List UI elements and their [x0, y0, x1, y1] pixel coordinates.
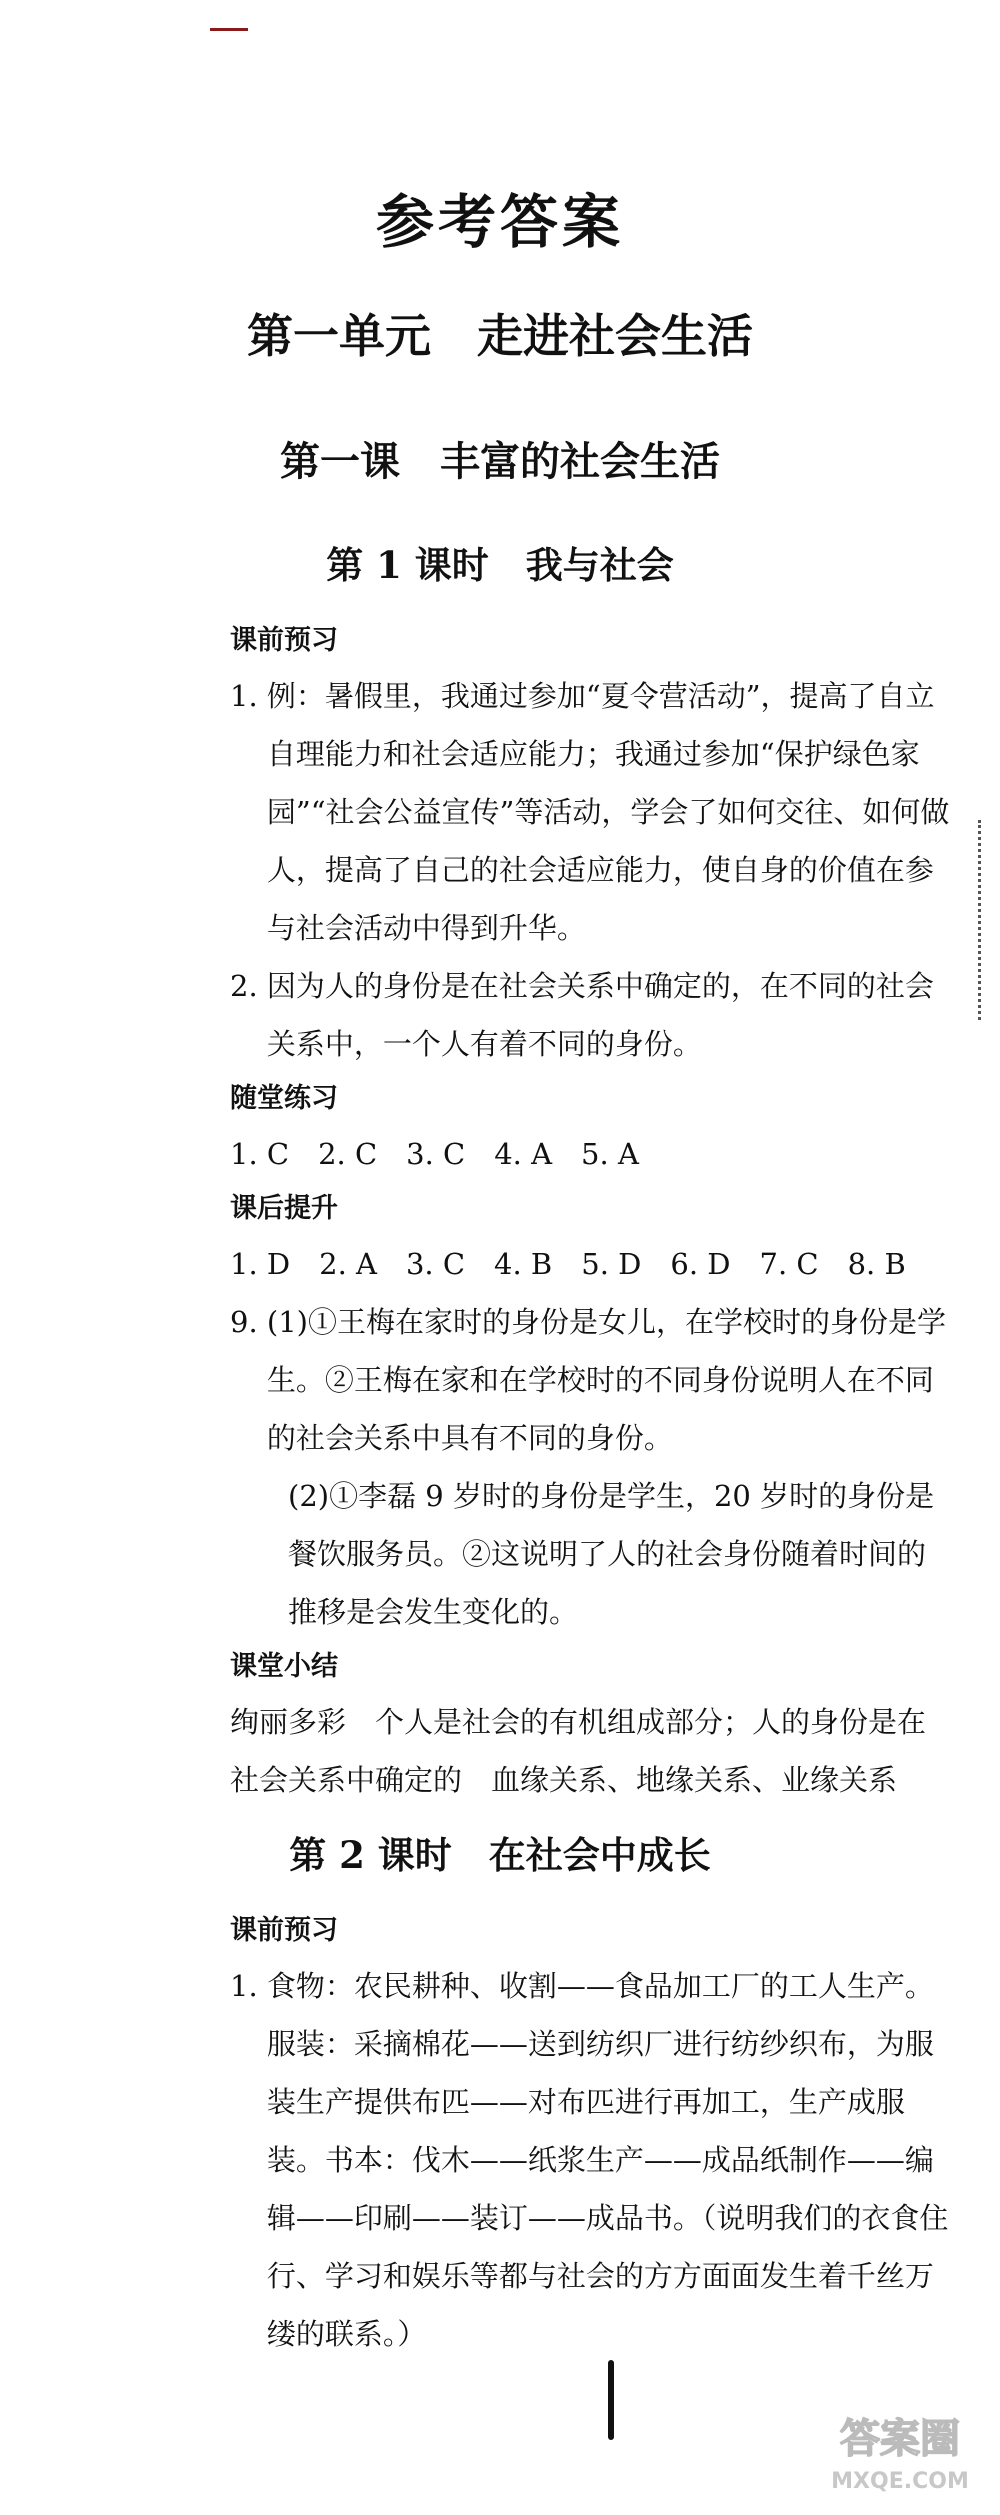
page-title: 参考答案 [375, 188, 624, 256]
watermark-logo [810, 2400, 990, 2500]
question-9: 9. (1)①王梅在家时的身份是女儿，在学校时的身份是学生。②王梅在家和在学校时的不同身份说明人在不同的社会关系中具有不同的身份。 [230, 1305, 946, 1455]
summary-text: 绚丽多彩 个人是社会的有机组成部分；人的身份是在社会关系中确定的 血缘关系、地缘关系、业缘关系 [230, 1705, 927, 1797]
practice-answers: 1. C 2. C 3. C 4. A 5. A [230, 1137, 639, 1171]
side-dotted-line [978, 820, 984, 1020]
question-9-part-2: (2)①李磊 9 岁时的身份是学生，20 岁时的身份是餐饮服务员。②这说明了人的社会身份随着时间的推移是会发生变化的。 [288, 1479, 935, 1629]
list-item: 1. 例：暑假里，我通过参加“夏令营活动”，提高了自立自理能力和社会适应能力；我通过参加“保护绿色家园”“社会公益宣传”等活动，学会了如何交往、如何做人，提高了自己的社会适应能力，使自身的价值在参与社会活动中得到升华。 [230, 679, 950, 945]
section-after-class: 课后提升 [230, 1193, 338, 1224]
section-preview-1: 课前预习 [230, 625, 338, 656]
list-item: 1. 食物：农民耕种、收割——食品加工厂的工人生产。服装：采摘棉花——送到纺织厂进行纺纱织布，为服装生产提供布匹——对布匹进行再加工，生产成服装。书本：伐木——纸浆生产——成品纸制作——编辑——印刷——装订——成品书。（说明我们的衣食住行、学习和娱乐等都与社会的方方面面发生着千丝万缕的联系。） [230, 1969, 949, 2351]
period-1-title: 第 1 课时 我与社会 [326, 543, 674, 587]
unit-title: 第一单元 走进社会生活 [247, 309, 753, 363]
top-decoration [210, 28, 248, 31]
lesson-title: 第一课 丰富的社会生活 [280, 438, 720, 485]
section-practice: 随堂练习 [230, 1083, 338, 1114]
period-2-title: 第 2 课时 在社会中成长 [289, 1833, 711, 1877]
section-summary: 课堂小结 [230, 1651, 338, 1682]
period-2-content [230, 1905, 950, 2363]
list-item: 2. 因为人的身份是在社会关系中确定的，在不同的社会关系中，一个人有着不同的身份。 [230, 969, 934, 1061]
section-preview-2: 课前预习 [230, 1915, 338, 1946]
period-1-content [230, 615, 950, 1809]
watermark-icon [810, 2400, 990, 2500]
after-class-answers: 1. D 2. A 3. C 4. B 5. D 6. D 7. C 8. B [230, 1247, 906, 1281]
watermark-url: MXQE.COM [831, 2469, 969, 2494]
watermark-text: 答案圈 [840, 2416, 960, 2462]
vertical-mark [608, 2360, 614, 2440]
